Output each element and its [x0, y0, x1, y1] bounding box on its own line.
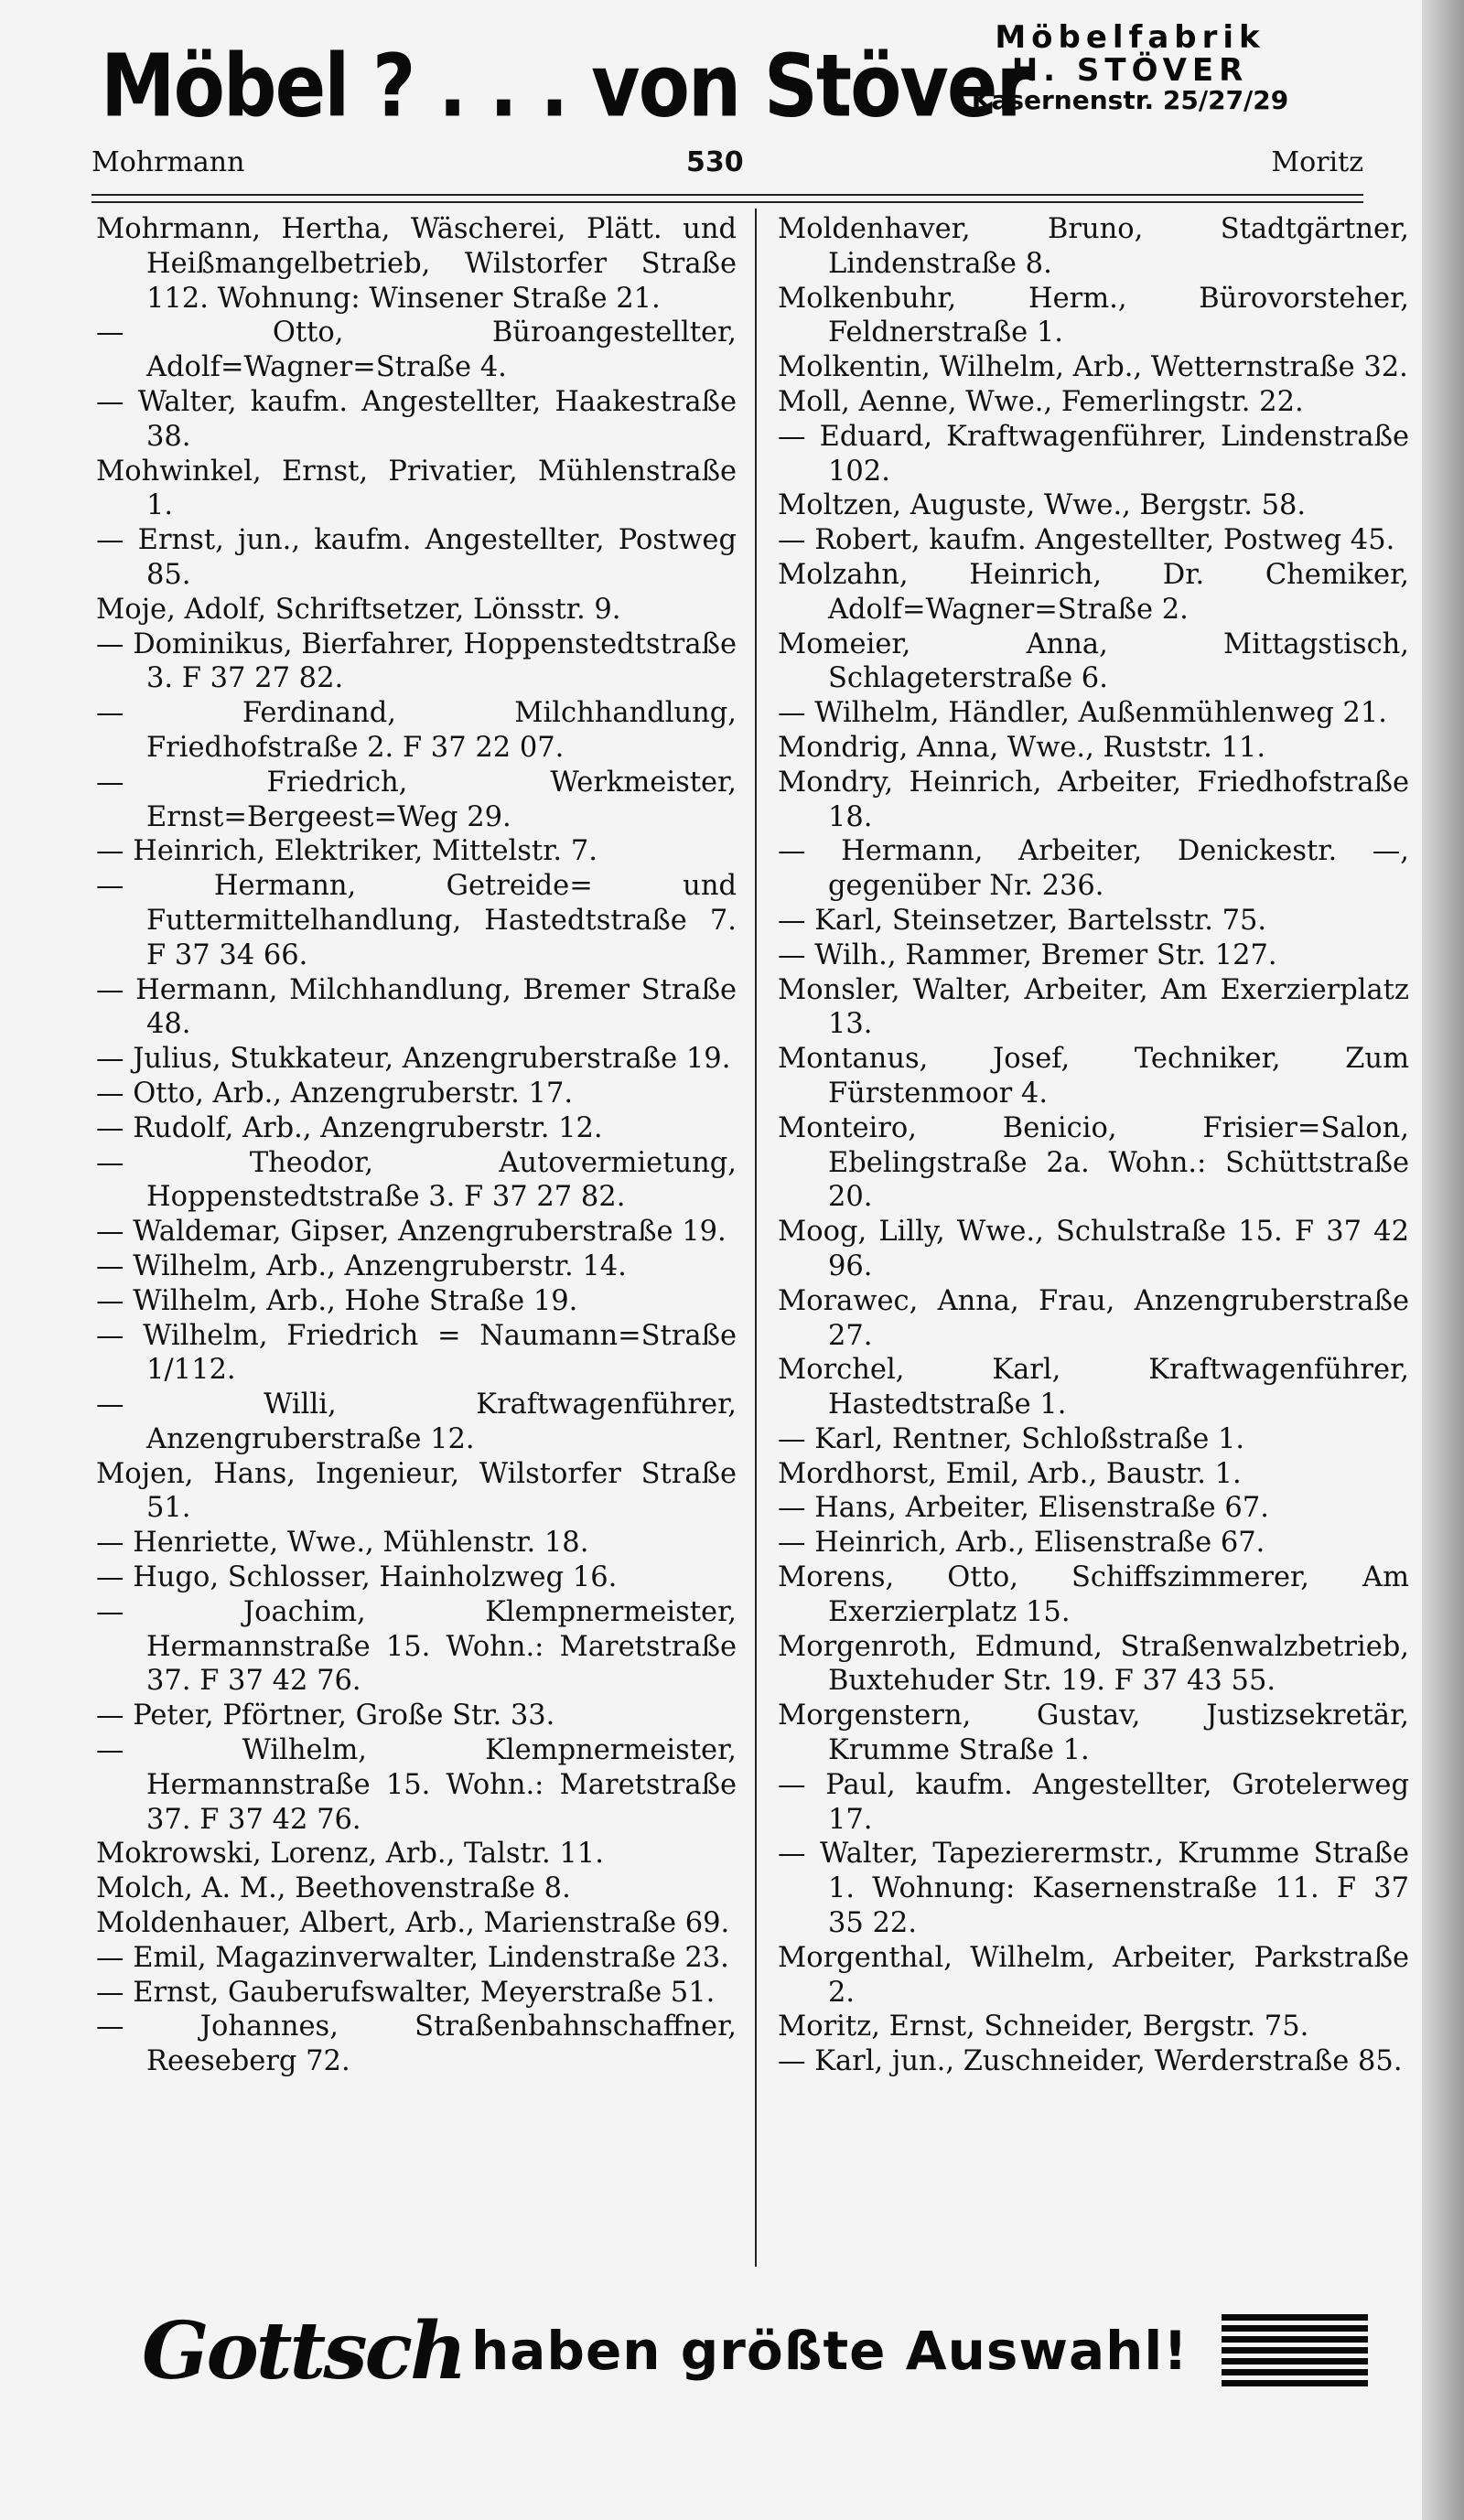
directory-entry: Mondry, Heinrich, Arbeiter, Friedhofstraße 18.	[778, 766, 1409, 833]
directory-entry: — Rudolf, Arb., Anzengruberstr. 12.	[96, 1111, 603, 1144]
header-rule-top	[92, 194, 1363, 196]
top-advertisement	[101, 16, 1308, 145]
directory-entry: — Karl, jun., Zuschneider, Werderstraße 85.	[778, 2045, 1403, 2078]
directory-entry: Mondrig, Anna, Wwe., Ruststr. 11.	[778, 731, 1266, 764]
directory-entry: — Wilhelm, Arb., Anzengruberstr. 14.	[96, 1249, 627, 1282]
directory-entry: — Heinrich, Elektriker, Mittelstr. 7.	[96, 835, 597, 868]
directory-entry: Monsler, Walter, Arbeiter, Am Exerzierplatz 13.	[778, 973, 1409, 1041]
directory-entry: — Wilh., Rammer, Bremer Str. 127.	[778, 938, 1277, 971]
ad-headline: Möbel ? . . . von Stöver	[101, 37, 1031, 137]
directory-entry: Mokrowski, Lorenz, Arb., Talstr. 11.	[96, 1838, 604, 1871]
directory-entry: Moltzen, Auguste, Wwe., Bergstr. 58.	[778, 489, 1307, 522]
directory-entry: Morchel, Karl, Kraftwagenführer, Hastedtstraße 1.	[778, 1354, 1409, 1421]
directory-entry: — Ernst, jun., kaufm. Angestellter, Postweg 85.	[96, 524, 737, 591]
directory-entry: Molkentin, Wilhelm, Arb., Wetternstraße 32.	[778, 351, 1408, 384]
directory-entry: — Joachim, Klempnermeister, Hermannstraße 15. Wohn.: Maretstraße 37. F 37 42 76.	[96, 1595, 737, 1698]
directory-entry: Morens, Otto, Schiffszimmerer, Am Exerzierplatz 15.	[778, 1561, 1409, 1628]
directory-entry: Moldenhauer, Albert, Arb., Marienstraße 69.	[96, 1907, 730, 1940]
directory-entry: Mojen, Hans, Ingenieur, Wilstorfer Straße 51.	[96, 1457, 737, 1525]
directory-entry: — Dominikus, Bierfahrer, Hoppenstedtstraße 3. F 37 27 82.	[96, 627, 737, 695]
directory-entry: — Henriette, Wwe., Mühlenstr. 18.	[96, 1527, 589, 1560]
directory-entry: — Heinrich, Arb., Elisenstraße 67.	[778, 1527, 1265, 1560]
column-divider	[755, 209, 757, 2267]
running-head-left: Mohrmann	[92, 146, 245, 178]
directory-entry: Monteiro, Benicio, Frisier=Salon, Ebelingstraße 2a. Wohn.: Schüttstraße 20.	[778, 1111, 1409, 1214]
directory-entry: Momeier, Anna, Mittagstisch, Schlageterstraße 6.	[778, 627, 1409, 695]
directory-entry: — Hugo, Schlosser, Hainholzweg 16.	[96, 1561, 618, 1594]
directory-entry: — Walter, kaufm. Angestellter, Haakestraße 38.	[96, 385, 737, 453]
directory-entry: — Robert, kaufm. Angestellter, Postweg 45.	[778, 524, 1395, 557]
directory-entry: — Wilhelm, Klempnermeister, Hermannstraße 15. Wohn.: Maretstraße 37. F 37 42 76.	[96, 1734, 737, 1836]
ad-decorative-bars	[1222, 2314, 1368, 2387]
directory-entry: Moje, Adolf, Schriftsetzer, Lönsstr. 9.	[96, 593, 621, 626]
directory-entry: — Julius, Stukkateur, Anzengruberstraße 19.	[96, 1043, 731, 1076]
directory-entry: — Willi, Kraftwagenführer, Anzengruberstraße 12.	[96, 1389, 737, 1455]
directory-entry: — Theodor, Autovermietung, Hoppenstedtstraße 3. F 37 27 82.	[96, 1146, 737, 1214]
ad-box-line2: H. STÖVER	[1011, 51, 1249, 89]
directory-entry: Morgenstern, Gustav, Justizsekretär, Krumme Straße 1.	[778, 1700, 1409, 1767]
page-number: 530	[686, 146, 744, 178]
directory-entry: — Friedrich, Werkmeister, Ernst=Bergeest=Weg 29.	[96, 766, 737, 833]
directory-entry: — Ferdinand, Milchhandlung, Friedhofstraße 2. F 37 22 07.	[96, 697, 737, 764]
directory-entry: — Eduard, Kraftwagenführer, Lindenstraße 102.	[778, 420, 1409, 488]
header-rule-bottom	[92, 201, 1363, 203]
directory-entry: — Walter, Tapezierermstr., Krumme Straße 1. Wohnung: Kasernenstraße 11. F 37 35 22.	[778, 1838, 1409, 1940]
directory-entry: — Waldemar, Gipser, Anzengruberstraße 19.	[96, 1216, 727, 1249]
ad-address-box	[947, 19, 1313, 116]
directory-entry: — Otto, Arb., Anzengruberstr. 17.	[96, 1077, 574, 1110]
directory-entry: Morgenthal, Wilhelm, Arbeiter, Parkstraße 2.	[778, 1941, 1409, 2009]
directory-entry: Moll, Aenne, Wwe., Femerlingstr. 22.	[778, 385, 1304, 418]
directory-entry: Molch, A. M., Beethovenstraße 8.	[96, 1872, 571, 1905]
bottom-advertisement	[142, 2287, 1368, 2415]
directory-entry: Morgenroth, Edmund, Straßenwalzbetrieb, Buxtehuder Str. 19. F 37 43 55.	[778, 1630, 1409, 1698]
directory-entry: — Paul, kaufm. Angestellter, Grotelerweg 17.	[778, 1768, 1409, 1836]
directory-entry: Mordhorst, Emil, Arb., Baustr. 1.	[778, 1457, 1242, 1490]
directory-entry: — Hans, Arbeiter, Elisenstraße 67.	[778, 1492, 1269, 1525]
directory-entry: — Peter, Pförtner, Große Str. 33.	[96, 1700, 555, 1732]
directory-entry: Molkenbuhr, Herm., Bürovorsteher, Feldnerstraße 1.	[778, 282, 1409, 349]
page-edge-shadow	[1422, 0, 1464, 2520]
directory-entry: — Hermann, Milchhandlung, Bremer Straße 48.	[96, 973, 737, 1041]
directory-entry: Moldenhaver, Bruno, Stadtgärtner, Lindenstraße 8.	[778, 213, 1409, 280]
ad-box-line3: Kasernenstr. 25/27/29	[971, 85, 1289, 116]
directory-entry: — Hermann, Getreide= und Futtermittelhandlung, Hastedtstraße 7. F 37 34 66.	[96, 870, 737, 971]
directory-entry: Montanus, Josef, Techniker, Zum Fürstenmoor 4.	[778, 1043, 1409, 1110]
directory-entry: — Hermann, Arbeiter, Denickestr. —, gegenüber Nr. 236.	[778, 835, 1409, 903]
directory-entry: — Karl, Steinsetzer, Bartelsstr. 75.	[778, 904, 1267, 937]
running-head-right: Moritz	[1271, 146, 1363, 178]
directory-entry: — Karl, Rentner, Schloßstraße 1.	[778, 1422, 1245, 1455]
running-head	[92, 146, 1363, 183]
directory-entry: — Johannes, Straßenbahnschaffner, Reeseberg 72.	[96, 2011, 737, 2078]
directory-entry: — Wilhelm, Arb., Hohe Straße 19.	[96, 1284, 578, 1317]
ad-brand-logo: Gottsch	[142, 2305, 465, 2397]
ad-box-line1: Möbelfabrik	[995, 19, 1265, 56]
directory-entry: — Wilhelm, Händler, Außenmühlenweg 21.	[778, 697, 1387, 730]
directory-entry: — Otto, Büroangestellter, Adolf=Wagner=Straße 4.	[96, 316, 737, 384]
directory-entry: Molzahn, Heinrich, Dr. Chemiker, Adolf=Wagner=Straße 2.	[778, 558, 1409, 626]
directory-entry: Mohrmann, Hertha, Wäscherei, Plätt. und Heißmangelbetrieb, Wilstorfer Straße 112. Wohnung: Winsener Straße 21.	[96, 213, 737, 315]
directory-entry: Moog, Lilly, Wwe., Schulstraße 15. F 37 42 96.	[778, 1216, 1409, 1282]
right-column	[778, 212, 1409, 2079]
ad-slogan: haben größte Auswahl!	[471, 2320, 1189, 2382]
directory-entry: — Wilhelm, Friedrich = Naumann=Straße 1/112.	[96, 1319, 737, 1387]
directory-entry: Mohwinkel, Ernst, Privatier, Mühlenstraße 1.	[96, 455, 737, 522]
directory-entry: — Ernst, Gauberufswalter, Meyerstraße 51.	[96, 1976, 716, 2009]
directory-entry: — Emil, Magazinverwalter, Lindenstraße 23.	[96, 1941, 729, 1974]
left-column	[96, 212, 737, 2079]
directory-entry: Morawec, Anna, Frau, Anzengruberstraße 27.	[778, 1284, 1409, 1352]
directory-entry: Moritz, Ernst, Schneider, Bergstr. 75.	[778, 2011, 1309, 2043]
